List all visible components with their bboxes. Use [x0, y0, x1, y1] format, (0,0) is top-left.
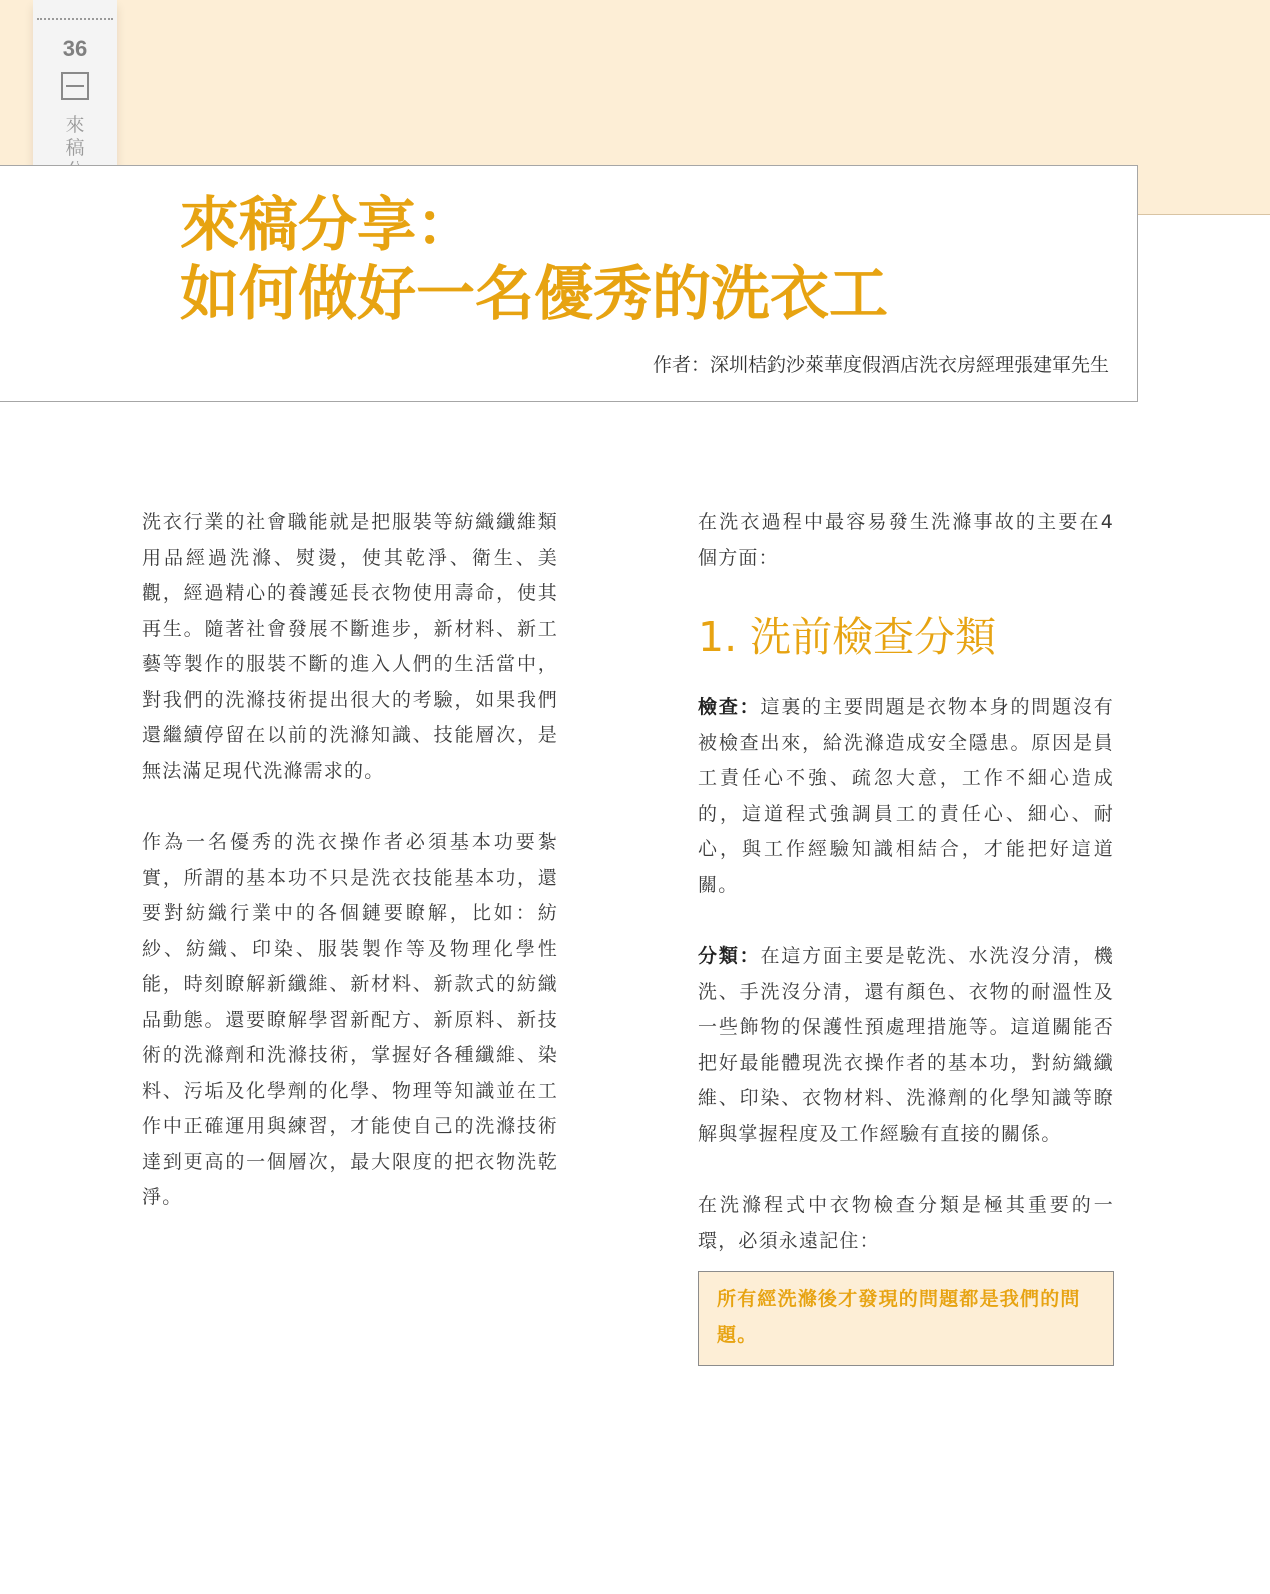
article-title-line-1: 來稿分享：: [180, 190, 476, 259]
page-number: 36: [62, 36, 88, 61]
author-byline: 作者：深圳桔釣沙萊華度假酒店洗衣房經理張建軍先生: [652, 354, 1109, 376]
left-column: [142, 505, 558, 1216]
closing-paragraph: 在洗滌程式中衣物檢查分類是極其重要的一環，必須永遠記住：: [698, 1194, 1114, 1252]
right-column: [698, 505, 1114, 1366]
sort-paragraph: [698, 939, 1114, 1152]
sort-term: 分類：: [698, 945, 761, 967]
title-box: [0, 165, 1138, 402]
highlight-callout: 所有經洗滌後才發現的問題都是我們的問題。: [698, 1271, 1114, 1366]
check-paragraph: [698, 690, 1114, 903]
intro-paragraph: 在洗衣過程中最容易發生洗滌事故的主要在4個方面：: [698, 511, 1114, 569]
sort-text: 在這方面主要是乾洗、水洗沒分清，機洗、手洗沒分清，還有顏色、衣物的耐溫性及一些飾物的保護性預處理措施等。這道關能否把好最能體現洗衣操作者的基本功，對紡織纖維、印染、衣物材料、洗滌劑的化學知識等瞭解與掌握程度及工作經驗有直接的關係。: [698, 945, 1114, 1145]
section-tab-label: 來 稿: [65, 114, 85, 159]
document-icon: [61, 72, 89, 100]
section-heading: 1. 洗前檢查分類: [698, 613, 997, 661]
article-title-line-2: 如何做好一名優秀的洗衣工: [180, 259, 889, 328]
paragraph: 洗衣行業的社會職能就是把服裝等紡織纖維類用品經過洗滌、熨燙，使其乾淨、衛生、美觀，經過精心的養護延長衣物使用壽命，使其再生。隨著社會發展不斷進步，新材料、新工藝等製作的服裝不斷的進入人們的生活當中，對我們的洗滌技術提出很大的考驗，如果我們還繼續停留在以前的洗滌知識、技能層次，是無法滿足現代洗滌需求的。: [142, 511, 558, 782]
check-term: 檢查：: [698, 696, 761, 718]
check-text: 這裏的主要問題是衣物本身的問題沒有被檢查出來，給洗滌造成安全隱患。原因是員工責任心不強、疏忽大意，工作不細心造成的，這道程式強調員工的責任心、細心、耐心，與工作經驗知識相結合，才能把好這道關。: [698, 696, 1114, 896]
dotted-divider: [37, 18, 113, 20]
paragraph: 作為一名優秀的洗衣操作者必須基本功要紮實，所謂的基本功不只是洗衣技能基本功，還要對紡織行業中的各個鏈要瞭解，比如：紡紗、紡織、印染、服裝製作等及物理化學性能，時刻瞭解新纖維、新材料、新款式的紡織品動態。還要瞭解學習新配方、新原料、新技術的洗滌劑和洗滌技術，掌握好各種纖維、染料、污垢及化學劑的化學、物理等知識並在工作中正確運用與練習，才能使自己的洗滌技術達到更高的一個層次，最大限度的把衣物洗乾淨。: [142, 831, 558, 1208]
